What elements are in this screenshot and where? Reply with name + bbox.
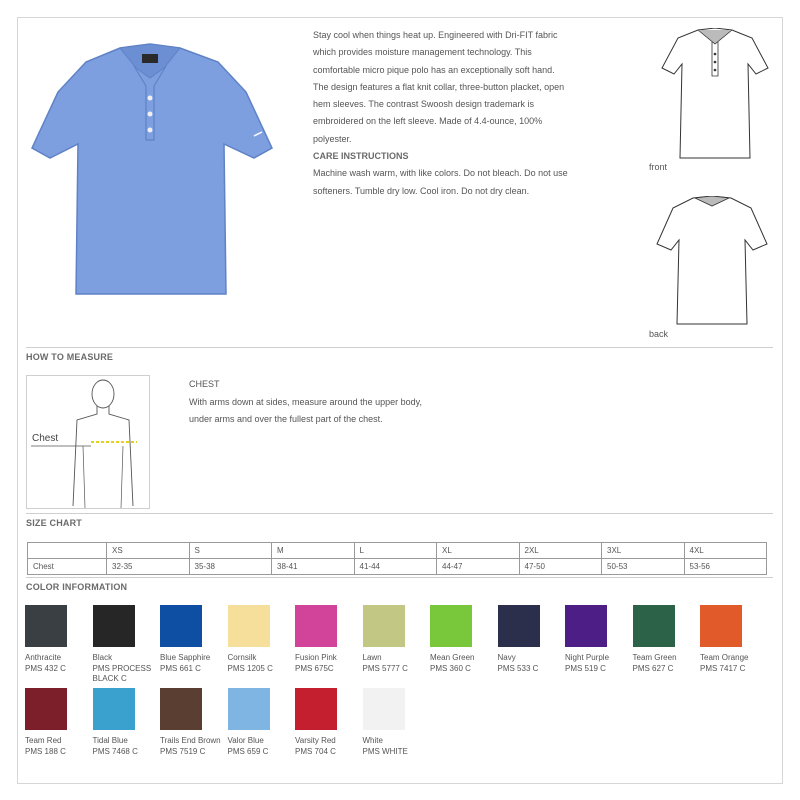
color-chip <box>228 688 270 730</box>
color-name: Cornsilk <box>227 653 257 662</box>
size-cell: 41-44 <box>354 559 437 575</box>
measure-instructions <box>189 376 449 429</box>
color-swatch[interactable] <box>362 688 408 757</box>
color-pms-code: PMS 519 C <box>565 663 606 673</box>
size-header-m: M <box>272 543 355 559</box>
color-pms-code: PMS 5777 C <box>362 663 408 673</box>
size-header-blank <box>28 543 107 559</box>
color-swatch[interactable] <box>362 605 408 674</box>
color-name: Trails End Brown <box>160 736 221 745</box>
back-label: back <box>649 329 669 339</box>
size-header-row <box>28 543 767 559</box>
chest-figure-label: Chest <box>32 433 59 444</box>
size-header-s: S <box>189 543 272 559</box>
color-chip <box>228 605 270 647</box>
size-header-2xl: 2XL <box>519 543 602 559</box>
size-header-l: L <box>354 543 437 559</box>
color-name: Lawn <box>362 653 382 662</box>
size-cell: 38-41 <box>272 559 355 575</box>
product-description <box>313 27 568 200</box>
color-chip <box>93 688 135 730</box>
size-header-4xl: 4XL <box>684 543 767 559</box>
color-name: Anthracite <box>25 653 62 662</box>
product-photo <box>28 40 276 295</box>
size-row-label: Chest <box>28 559 107 575</box>
color-pms-code: PMS 188 C <box>25 746 66 756</box>
color-swatch[interactable] <box>565 605 610 674</box>
color-swatch[interactable] <box>92 605 152 685</box>
color-swatch[interactable] <box>25 605 67 674</box>
size-chart-table <box>27 542 767 575</box>
color-chip <box>700 605 742 647</box>
color-pms-code: PMS 533 C <box>497 663 539 673</box>
color-pms-code: PMS 627 C <box>632 663 674 673</box>
color-pms-code: PMS 7519 C <box>160 746 206 756</box>
size-cell: 32-35 <box>107 559 190 575</box>
color-name: Navy <box>497 653 516 662</box>
color-swatch[interactable] <box>160 688 221 757</box>
color-name: Mean Green <box>430 653 475 662</box>
color-swatch[interactable] <box>228 688 270 757</box>
color-pms-code: PMS 7468 C <box>92 746 138 756</box>
color-chip <box>25 688 67 730</box>
back-sketch <box>655 196 770 326</box>
size-cell: 50-53 <box>602 559 685 575</box>
color-pms-code: PMS 432 C <box>25 663 66 673</box>
color-chip <box>295 605 337 647</box>
color-name: Fusion Pink <box>295 653 337 662</box>
chest-heading: CHEST <box>189 379 220 389</box>
color-name: Black <box>92 653 113 662</box>
chest-instructions-line1: With arms down at sides, measure around the upper body, <box>189 396 422 407</box>
color-pms-code: PMS WHITE <box>362 746 408 756</box>
size-header-3xl: 3XL <box>602 543 685 559</box>
chest-instructions-line2: under arms and over the fullest part of the chest. <box>189 414 383 424</box>
size-cell: 47-50 <box>519 559 602 575</box>
size-chart-title: SIZE CHART <box>26 518 82 528</box>
color-chip <box>25 605 67 647</box>
color-pms-code: PMS 1205 C <box>227 663 273 673</box>
divider <box>26 577 773 578</box>
color-swatch[interactable] <box>430 605 475 674</box>
color-chip <box>295 688 337 730</box>
size-cell: 35-38 <box>189 559 272 575</box>
color-pms-code: PMS 675C <box>295 663 334 673</box>
color-chip <box>93 605 135 647</box>
color-chip <box>363 688 405 730</box>
color-name: Valor Blue <box>227 736 264 745</box>
divider <box>26 347 773 348</box>
color-name: Tidal Blue <box>92 736 128 745</box>
size-cell: 44-47 <box>437 559 520 575</box>
color-name: Varsity Red <box>295 736 336 745</box>
color-swatch[interactable] <box>25 688 67 757</box>
front-sketch <box>660 28 770 160</box>
size-header-xs: XS <box>107 543 190 559</box>
color-swatch[interactable] <box>700 605 749 674</box>
color-chip <box>160 688 202 730</box>
color-swatch[interactable] <box>295 688 337 757</box>
size-chest-row <box>28 559 767 575</box>
color-pms-code: PMS 7417 C <box>700 663 746 673</box>
color-chip <box>498 605 540 647</box>
color-swatch[interactable] <box>295 605 337 674</box>
color-pms-code: PMS PROCESS BLACK C <box>92 663 152 683</box>
color-name: White <box>362 736 383 745</box>
size-cell: 53-56 <box>684 559 767 575</box>
color-chip <box>160 605 202 647</box>
color-chip <box>633 605 675 647</box>
measure-figure <box>26 375 150 509</box>
color-name: Night Purple <box>565 653 610 662</box>
description-paragraph: Stay cool when things heat up. Engineered with Dri-FIT fabric which provides moisture management technology. This comfortable micro pique polo has an exceptionally soft hand. The design features a flat knit collar, three-button placket, open hem sleeves. The contrast Swoosh design trademark is embroidered on the left sleeve. Made of 4.4-ounce, 100% polyester. <box>313 30 565 144</box>
color-name: Blue Sapphire <box>160 653 211 662</box>
color-chip <box>363 605 405 647</box>
size-header-xl: XL <box>437 543 520 559</box>
color-name: Team Green <box>632 653 677 662</box>
color-name: Team Orange <box>700 653 749 662</box>
care-instructions-text: Machine wash warm, with like colors. Do not bleach. Do not use softeners. Tumble dry low. Cool iron. Do not dry clean. <box>313 168 568 196</box>
color-pms-code: PMS 360 C <box>430 663 471 673</box>
color-chip <box>430 605 472 647</box>
color-pms-code: PMS 661 C <box>160 663 201 673</box>
how-to-measure-title: HOW TO MEASURE <box>26 352 114 362</box>
color-chip <box>565 605 607 647</box>
divider <box>26 513 773 514</box>
color-information-title: COLOR INFORMATION <box>26 582 128 592</box>
care-instructions-heading: CARE INSTRUCTIONS <box>313 151 409 162</box>
front-label: front <box>649 162 668 172</box>
color-swatch[interactable] <box>160 605 211 674</box>
color-swatch[interactable] <box>633 605 675 674</box>
color-swatch[interactable] <box>227 605 273 674</box>
color-pms-code: PMS 704 C <box>295 746 336 756</box>
color-swatch[interactable] <box>498 605 540 674</box>
color-name: Team Red <box>25 736 62 745</box>
color-swatch[interactable] <box>92 688 138 757</box>
color-pms-code: PMS 659 C <box>227 746 269 756</box>
